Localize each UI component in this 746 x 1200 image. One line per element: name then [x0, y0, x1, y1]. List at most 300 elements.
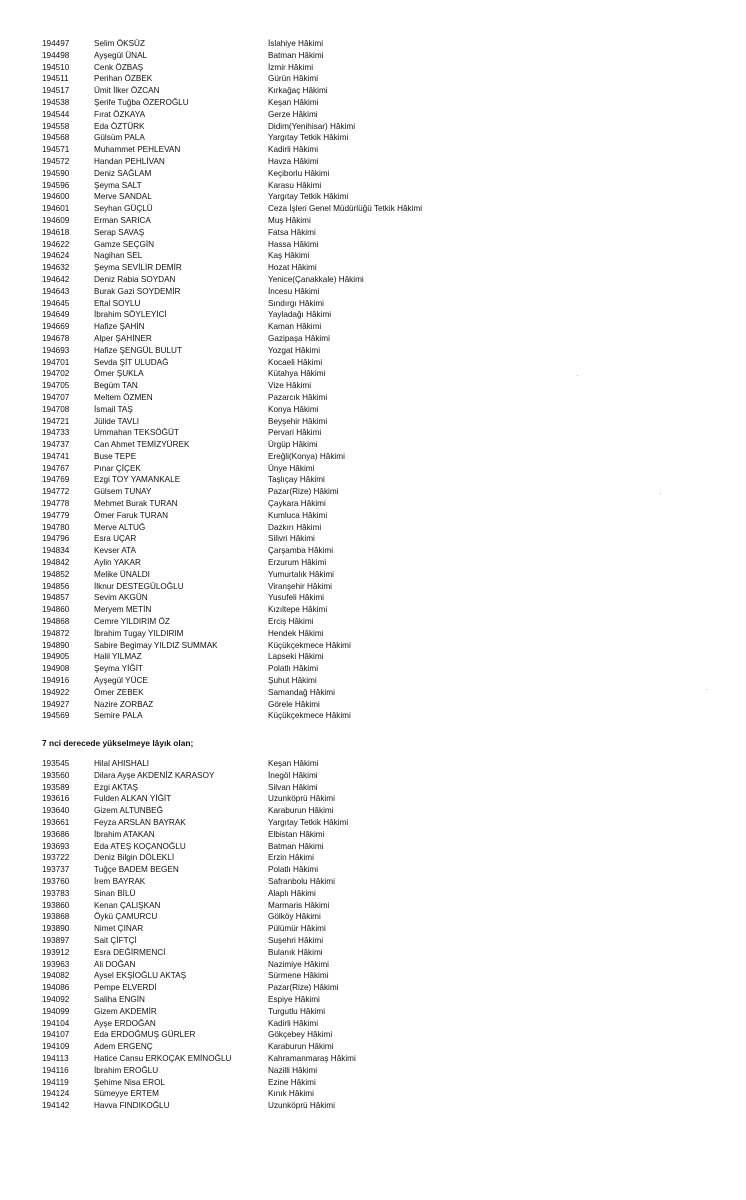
judge-name: Esra UÇAR [94, 534, 137, 544]
judge-name: Esra DEĞİRMENCİ [94, 947, 166, 957]
registry-number: 194600 [42, 192, 70, 202]
judge-name: Ayşe ERDOĞAN [94, 1018, 156, 1028]
judge-name: Adem ERGENÇ [94, 1042, 153, 1052]
assigned-post: Bulanık Hâkimi [268, 947, 323, 957]
assigned-post: Safranbolu Hâkimi [268, 876, 335, 886]
assigned-post: Kadirli Hâkimi [268, 1018, 319, 1028]
list-row [42, 1065, 722, 1077]
judge-name: Şeyma YİĞİT [94, 664, 143, 674]
registry-number: 193737 [42, 865, 70, 875]
judge-name: Sabire Begimay YILDIZ SUMMAK [94, 640, 218, 650]
assigned-post: Gölköy Hâkimi [268, 912, 321, 922]
scan-speck [706, 689, 707, 690]
list-row [42, 203, 722, 215]
assigned-post: Marmaris Hâkimi [268, 900, 330, 910]
judge-name: Ömer ZEBEK [94, 687, 144, 697]
registry-number: 194142 [42, 1101, 70, 1111]
list-row [42, 85, 722, 97]
assigned-post: Karaburun Hâkimi [268, 1042, 334, 1052]
assigned-post: Alaplı Hâkimi [268, 888, 316, 898]
list-row [42, 121, 722, 133]
list-row [42, 1029, 722, 1041]
assigned-post: Ürgüp Hâkimi [268, 440, 318, 450]
judge-name: Aylin YAKAR [94, 558, 141, 568]
registry-number: 194099 [42, 1006, 70, 1016]
judge-name: İrem BAYRAK [94, 876, 146, 886]
registry-number: 194852 [42, 569, 70, 579]
assigned-post: Didim(Yenihisar) Hâkimi [268, 121, 356, 131]
judge-name: Nazire ZORBAZ [94, 699, 154, 709]
registry-number: 194927 [42, 699, 70, 709]
assigned-post: Elbistan Hâkimi [268, 829, 325, 839]
assigned-post: Kumluca Hâkimi [268, 510, 328, 520]
judge-name: Eda ÖZTÜRK [94, 121, 145, 131]
registry-number: 194733 [42, 428, 70, 438]
assigned-post: Kızıltepe Hâkimi [268, 605, 328, 615]
list-row [42, 97, 722, 109]
assigned-post: Keşan Hâkimi [268, 97, 319, 107]
assigned-post: Konya Hâkimi [268, 404, 319, 414]
registry-number: 194609 [42, 215, 70, 225]
registry-number: 193545 [42, 759, 70, 768]
assigned-post: Beyşehir Hâkimi [268, 416, 328, 426]
registry-number: 193868 [42, 912, 70, 922]
assigned-post: Uzunköprü Hâkimi [268, 1101, 335, 1111]
assigned-post: Taşlıçay Hâkimi [268, 475, 325, 485]
registry-number: 194772 [42, 487, 70, 497]
list-row [42, 227, 722, 239]
judge-name: Havva FINDIKOĞLU [94, 1101, 170, 1111]
judge-name: Nagihan SEL [94, 251, 143, 261]
assigned-post: Karaburun Hâkimi [268, 806, 334, 816]
list-row [42, 852, 722, 864]
registry-number: 194497 [42, 39, 70, 48]
judge-name: Pınar ÇİÇEK [94, 463, 141, 473]
registry-number: 194693 [42, 345, 70, 355]
assigned-post: Kırkağaç Hâkimi [268, 86, 328, 96]
registry-number: 194796 [42, 534, 70, 544]
judge-name: Sevim AKGÜN [94, 593, 148, 603]
judge-name: Ömer ŞUKLA [94, 369, 144, 379]
assigned-post: Yenice(Çanakkale) Hâkimi [268, 274, 364, 284]
list-row [42, 675, 722, 687]
assigned-post: Dazkırı Hâkimi [268, 522, 322, 532]
judge-name: Muhammet PEHLEVAN [94, 145, 181, 155]
registry-number: 194618 [42, 227, 70, 237]
judge-name: Eda ERDOĞMUŞ GÜRLER [94, 1030, 196, 1040]
judge-name: Eda ATEŞ KOÇANOĞLU [94, 841, 186, 851]
judge-name: Gizem AKDEMİR [94, 1006, 157, 1016]
assigned-post: Pülümür Hâkimi [268, 924, 326, 934]
registry-number: 194908 [42, 664, 70, 674]
list-row [42, 1088, 722, 1100]
registry-number: 194601 [42, 204, 70, 214]
assigned-post: Pervari Hâkimi [268, 428, 322, 438]
list-row [42, 522, 722, 534]
assigned-post: Pazar(Rize) Hâkimi [268, 983, 339, 993]
list-row [42, 416, 722, 428]
registry-number: 194624 [42, 251, 70, 261]
registry-number: 194119 [42, 1077, 69, 1087]
assigned-post: Ceza İşleri Genel Müdürlüğü Tetkik Hâkimi [268, 204, 423, 214]
assigned-post: Fatsa Hâkimi [268, 227, 316, 237]
list-row [42, 333, 722, 345]
judge-name: İlknur DESTEGÜLOĞLU [94, 581, 184, 591]
registry-number: 194669 [42, 322, 70, 332]
list-row [42, 345, 722, 357]
assigned-post: İslahiye Hâkimi [268, 39, 324, 48]
judge-name: Serap SAVAŞ [94, 227, 145, 237]
list-row [42, 864, 722, 876]
list-row [42, 392, 722, 404]
judge-name: Deniz Rabia SOYDAN [94, 274, 176, 284]
list-row [42, 404, 722, 416]
assigned-post: Yayladağı Hâkimi [268, 310, 332, 320]
assigned-post: Görele Hâkimi [268, 699, 320, 709]
registry-number: 194737 [42, 440, 70, 450]
assigned-post: Batman Hâkimi [268, 841, 324, 851]
list-row [42, 486, 722, 498]
assigned-post: Hassa Hâkimi [268, 239, 319, 249]
judge-name: Melike ÜNALDI [94, 569, 150, 579]
list-row [42, 262, 722, 274]
judge-name: Şerife Tuğba ÖZEROĞLU [94, 97, 189, 107]
registry-number: 194857 [42, 593, 70, 603]
assigned-post: Ezine Hâkimi [268, 1077, 316, 1087]
judge-name: Meltem ÖZMEN [94, 392, 153, 402]
judge-name: Handan PEHLİVAN [94, 156, 165, 166]
judge-name: Cemre YILDIRIM ÖZ [94, 617, 170, 627]
judge-name: Jülide TAVLI [94, 416, 140, 426]
registry-number: 194922 [42, 687, 70, 697]
assigned-post: Şuhut Hâkimi [268, 676, 317, 686]
registry-number: 194779 [42, 510, 70, 520]
judge-name: Ayşegül YÜCE [94, 676, 148, 686]
judge-name: Sümeyye ERTEM [94, 1089, 159, 1099]
judge-name: Merve SANDAL [94, 192, 152, 202]
registry-number: 194124 [42, 1089, 70, 1099]
list-row [42, 982, 722, 994]
assigned-post: İzmir Hâkimi [268, 62, 314, 72]
registry-number: 194860 [42, 605, 70, 615]
registry-number: 194705 [42, 381, 70, 391]
list-row [42, 663, 722, 675]
registry-number: 194596 [42, 180, 70, 190]
list-row [42, 770, 722, 782]
registry-number: 194510 [42, 62, 70, 72]
list-row [42, 569, 722, 581]
assigned-post: Keşan Hâkimi [268, 759, 319, 768]
registry-number: 194868 [42, 617, 70, 627]
judge-name: Kevser ATA [94, 546, 137, 556]
assigned-post: Karasu Hâkimi [268, 180, 322, 190]
judge-name: İbrahim ATAKAN [94, 829, 155, 839]
assigned-post: Erzin Hâkimi [268, 853, 314, 863]
judge-name: Ümit İlker ÖZCAN [94, 86, 160, 96]
list-row [42, 50, 722, 62]
registry-number: 194702 [42, 369, 70, 379]
judge-name: Eftal SOYLU [94, 298, 141, 308]
list-row [42, 640, 722, 652]
judge-name: Şehime Nisa EROL [94, 1077, 165, 1087]
registry-number: 193963 [42, 959, 70, 969]
assigned-post: Silivri Hâkimi [268, 534, 315, 544]
judge-name: Şeyma SALT [94, 180, 142, 190]
registry-number: 194113 [42, 1053, 69, 1063]
list-row [42, 959, 722, 971]
assigned-post: Yumurtalık Hâkimi [268, 569, 334, 579]
list-row [42, 888, 722, 900]
list-row [42, 357, 722, 369]
judge-name: Hafize ŞAHİN [94, 322, 145, 332]
registry-number: 194082 [42, 971, 70, 981]
assigned-post: Erciş Hâkimi [268, 617, 314, 627]
assigned-post: Nazimiye Hâkimi [268, 959, 329, 969]
list-row [42, 239, 722, 251]
registry-number: 193897 [42, 935, 70, 945]
registry-number: 194905 [42, 652, 70, 662]
judge-name: Deniz Bilgin DÖLEKLİ [94, 853, 175, 863]
assigned-post: Yargıtay Tetkik Hâkimi [268, 192, 349, 202]
judge-name: Halil YILMAZ [94, 652, 142, 662]
registry-number: 194856 [42, 581, 70, 591]
assigned-post: Nazilli Hâkimi [268, 1065, 318, 1075]
assigned-post: Gürün Hâkimi [268, 74, 319, 84]
registry-number: 194645 [42, 298, 70, 308]
list-row [42, 911, 722, 923]
assigned-post: Yargıtay Tetkik Hâkimi [268, 817, 349, 827]
registry-number: 193760 [42, 876, 70, 886]
assigned-post: Espiye Hâkimi [268, 994, 320, 1004]
assigned-post: Yusufeli Hâkimi [268, 593, 324, 603]
list-row [42, 62, 722, 74]
registry-number: 193661 [42, 817, 70, 827]
judge-name: Seyhan GÜÇLÜ [94, 204, 153, 214]
assigned-post: Ünye Hâkimi [268, 463, 315, 473]
list-row [42, 463, 722, 475]
list-row [42, 533, 722, 545]
assigned-post: Pazarcık Hâkimi [268, 392, 328, 402]
assigned-post: Vize Hâkimi [268, 381, 312, 391]
judge-name: Semire PALA [94, 711, 143, 721]
registry-number: 194116 [42, 1065, 69, 1075]
list-row [42, 876, 722, 888]
list-row [42, 923, 722, 935]
assigned-post: Yozgat Hâkimi [268, 345, 321, 355]
registry-number: 194916 [42, 676, 70, 686]
list-row [42, 1077, 722, 1089]
judge-name: Perihan ÖZBEK [94, 74, 153, 84]
assigned-post: Keçiborlu Hâkimi [268, 168, 330, 178]
appointment-list-2 [42, 758, 722, 1112]
list-row [42, 616, 722, 628]
assigned-post: Silvan Hâkimi [268, 782, 318, 792]
scan-speck [660, 493, 661, 494]
assigned-post: Kahramanmaraş Hâkimi [268, 1053, 356, 1063]
assigned-post: Hendek Hâkimi [268, 628, 324, 638]
judge-name: Sinan BİLÜ [94, 888, 136, 898]
list-row [42, 474, 722, 486]
list-row [42, 604, 722, 616]
judge-name: Cenk ÖZBAŞ [94, 62, 144, 72]
scan-speck [577, 375, 578, 376]
assigned-post: İncesu Hâkimi [268, 286, 320, 296]
judge-name: Meryem METİN [94, 605, 152, 615]
assigned-post: Kınık Hâkimi [268, 1089, 314, 1099]
assigned-post: Kocaeli Hâkimi [268, 357, 323, 367]
registry-number: 194834 [42, 546, 70, 556]
assigned-post: Turgutlu Hâkimi [268, 1006, 326, 1016]
judge-name: İbrahim SÖYLEYİCİ [94, 310, 167, 320]
registry-number: 194721 [42, 416, 70, 426]
judge-name: Ali DOĞAN [94, 959, 136, 969]
judge-name: Tuğçe BADEM BEGEN [94, 865, 179, 875]
judge-name: Deniz SAĞLAM [94, 168, 152, 178]
list-row [42, 793, 722, 805]
list-row [42, 309, 722, 321]
list-row [42, 498, 722, 510]
assigned-post: Viranşehir Hâkimi [268, 581, 333, 591]
list-row [42, 427, 722, 439]
judge-name: Hatice Cansu ERKOÇAK EMİNOĞLU [94, 1053, 232, 1063]
judge-name: Hilal AHISHALI [94, 759, 150, 768]
registry-number: 194708 [42, 404, 70, 414]
assigned-post: Pazar(Rize) Hâkimi [268, 487, 339, 497]
assigned-post: Polatlı Hâkimi [268, 664, 319, 674]
assigned-post: Gökçebey Hâkimi [268, 1030, 333, 1040]
list-row [42, 628, 722, 640]
list-row [42, 699, 722, 711]
list-row [42, 368, 722, 380]
list-row [42, 687, 722, 699]
assigned-post: Suşehri Hâkimi [268, 935, 324, 945]
registry-number: 193860 [42, 900, 70, 910]
registry-number: 194632 [42, 263, 70, 273]
assigned-post: Ereğli(Konya) Hâkimi [268, 451, 345, 461]
assigned-post: Havza Hâkimi [268, 156, 319, 166]
registry-number: 193686 [42, 829, 70, 839]
list-row [42, 1100, 722, 1112]
list-row [42, 298, 722, 310]
judge-name: İsmail TAŞ [94, 404, 133, 414]
judge-name: Ummahan TEKSÖĞÜT [94, 428, 179, 438]
judge-name: Dilara Ayşe AKDENİZ KARASOY [94, 770, 215, 780]
judge-name: Sevda ŞİT ULUDAĞ [94, 357, 169, 367]
registry-number: 194511 [42, 74, 69, 84]
list-row [42, 215, 722, 227]
list-row [42, 651, 722, 663]
judge-name: Şeyma SEVİLİR DEMİR [94, 263, 182, 273]
judge-name: Nimet ÇINAR [94, 924, 144, 934]
judge-name: Fulden ALKAN YİĞİT [94, 794, 172, 804]
judge-name: Aysel EKŞİOĞLU AKTAŞ [94, 971, 187, 981]
assigned-post: Çaykara Hâkimi [268, 499, 326, 509]
list-row [42, 994, 722, 1006]
list-row [42, 900, 722, 912]
judge-name: Pempe ELVERDİ [94, 983, 157, 993]
list-row [42, 947, 722, 959]
list-row [42, 805, 722, 817]
registry-number: 194842 [42, 558, 70, 568]
assigned-post: Muş Hâkimi [268, 215, 311, 225]
assigned-post: Gerze Hâkimi [268, 109, 318, 119]
list-row [42, 758, 722, 770]
assigned-post: Hozat Hâkimi [268, 263, 317, 273]
list-row [42, 250, 722, 262]
registry-number: 194571 [42, 145, 70, 155]
registry-number: 194622 [42, 239, 70, 249]
registry-number: 194707 [42, 392, 70, 402]
registry-number: 193912 [42, 947, 70, 957]
assigned-post: Küçükçekmece Hâkimi [268, 640, 351, 650]
list-row [42, 841, 722, 853]
registry-number: 194109 [42, 1042, 70, 1052]
registry-number: 194544 [42, 109, 70, 119]
registry-number: 193616 [42, 794, 70, 804]
registry-number: 194568 [42, 133, 70, 143]
list-row [42, 73, 722, 85]
list-row [42, 144, 722, 156]
list-row [42, 380, 722, 392]
assigned-post: Kaş Hâkimi [268, 251, 310, 261]
registry-number: 194642 [42, 274, 70, 284]
registry-number: 194104 [42, 1018, 70, 1028]
list-row [42, 109, 722, 121]
judge-name: Ayşegül ÜNAL [94, 50, 148, 60]
registry-number: 194780 [42, 522, 70, 532]
list-row [42, 321, 722, 333]
list-row [42, 545, 722, 557]
registry-number: 193640 [42, 806, 70, 816]
list-row [42, 38, 722, 50]
list-row [42, 710, 722, 722]
assigned-post: Lapseki Hâkimi [268, 652, 324, 662]
assigned-post: Sürmene Hâkimi [268, 971, 329, 981]
registry-number: 194643 [42, 286, 70, 296]
judge-name: Mehmet Burak TURAN [94, 499, 178, 509]
list-row [42, 817, 722, 829]
registry-number: 194649 [42, 310, 70, 320]
registry-number: 194498 [42, 50, 70, 60]
list-row [42, 1041, 722, 1053]
assigned-post: Kadirli Hâkimi [268, 145, 319, 155]
list-row [42, 581, 722, 593]
registry-number: 194741 [42, 451, 70, 461]
list-row [42, 1018, 722, 1030]
judge-name: Ezgi AKTAŞ [94, 782, 138, 792]
list-row [42, 168, 722, 180]
registry-number: 194558 [42, 121, 70, 131]
registry-number: 194107 [42, 1030, 70, 1040]
registry-number: 194538 [42, 97, 70, 107]
list-row [42, 1053, 722, 1065]
judge-name: Feyza ARSLAN BAYRAK [94, 817, 186, 827]
assigned-post: Sındırgı Hâkimi [268, 298, 324, 308]
list-row [42, 510, 722, 522]
list-row [42, 970, 722, 982]
registry-number: 194769 [42, 475, 70, 485]
list-row [42, 451, 722, 463]
assigned-post: Kaman Hâkimi [268, 322, 322, 332]
judge-name: Buse TEPE [94, 451, 137, 461]
judge-name: Alper ŞAHİNER [94, 333, 152, 343]
judge-name: İbrahim EROĞLU [94, 1065, 159, 1075]
registry-number: 193722 [42, 853, 70, 863]
list-row [42, 557, 722, 569]
list-row [42, 156, 722, 168]
judge-name: İbrahim Tugay YILDIRIM [94, 628, 184, 638]
assigned-post: Batman Hâkimi [268, 50, 324, 60]
